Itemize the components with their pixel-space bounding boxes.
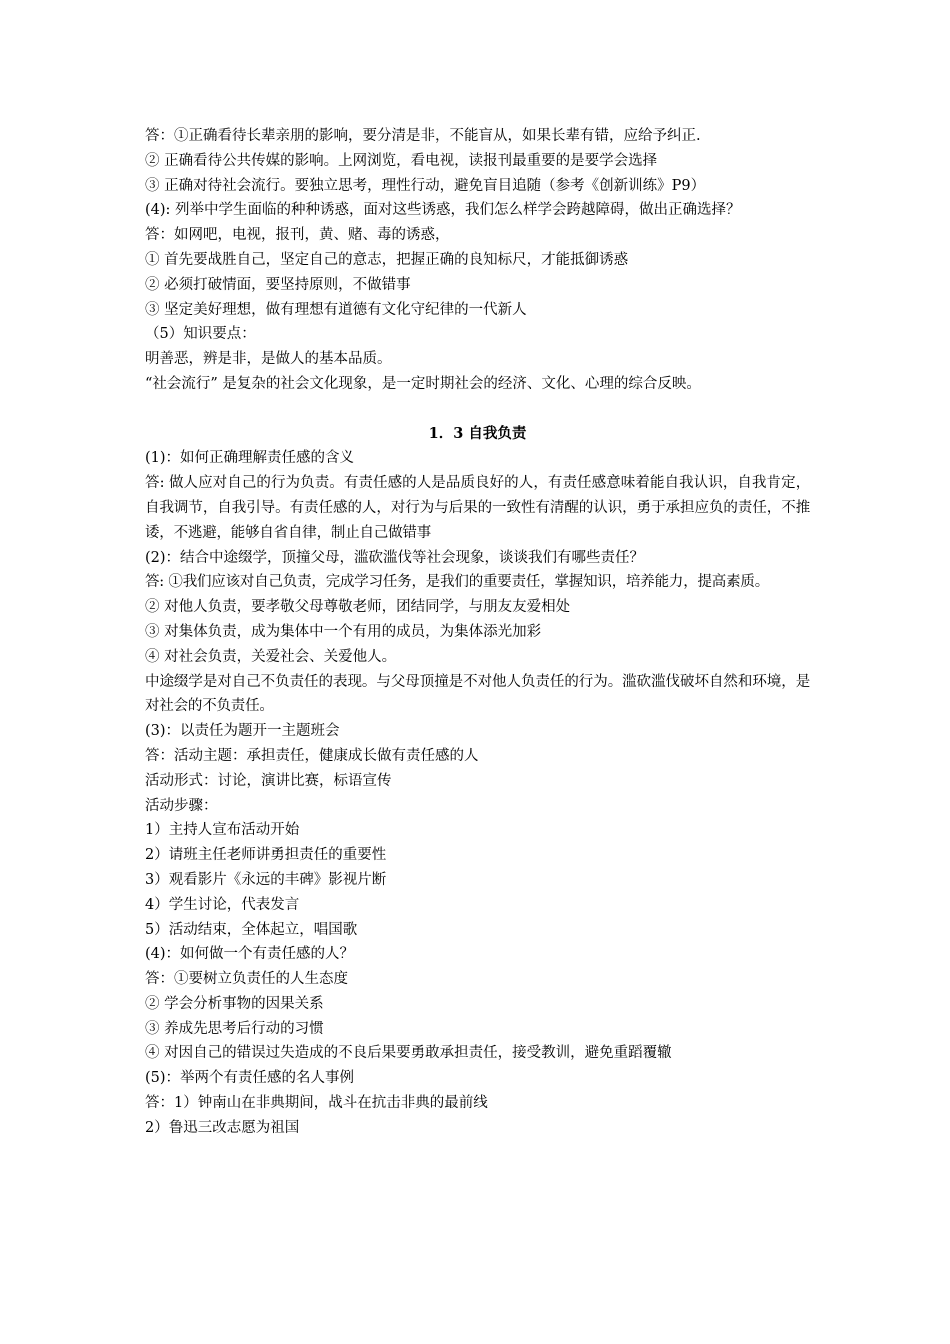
text-line: ③ 坚定美好理想，做有理想有道德有文化守纪律的一代新人 [145,301,527,318]
section-heading: 1．3 自我负责 [428,424,527,442]
text-line: 明善恶，辨是非，是做人的基本品质。 [145,351,392,368]
answer-paragraph: 中途缀学是对自己不负责任的表现。与父母顶撞是不对他人负责任的行为。滥砍滥伐破坏自然和环境，是对社会的不负责任。 [145,673,810,715]
text-line: 答：①要树立负责任的人生态度 [145,971,348,988]
text-line: (4)：如何做一个有责任感的人？ [145,946,355,963]
text-line: 答：1）钟南山在非典期间，战斗在抗击非典的最前线 [145,1095,488,1112]
question-line: (2)：结合中途缀学，顶撞父母，滥砍滥伐等社会现象，谈谈我们有哪些责任？ [145,549,645,566]
text-line: ② 必须打破情面，要坚持原则，不做错事 [145,276,411,293]
text-line: ③ 养成先思考后行动的习惯 [145,1020,324,1037]
text-line: （5）知识要点： [145,326,256,343]
text-line: 答：活动主题：承担责任，健康成长做有责任感的人 [145,747,479,764]
text-line: ④ 对社会负责，关爱社会、关爱他人。 [145,648,397,665]
text-line: 4）学生讨论，代表发言 [145,896,300,913]
text-line: 5）活动结束，全体起立，唱国歌 [145,921,358,938]
answer-paragraph: 答: ①我们应该对自己负责，完成学习任务，是我们的重要责任，掌握知识，培养能力，提高素质。 [145,574,769,591]
text-line: ② 对他人负责，要孝敬父母尊敬老师，团结同学，与朋友友爱相处 [145,599,571,616]
answer-paragraph: 答: 做人应对自己的行为负责。有责任感的人是品质良好的人，有责任感意味着能自我认识，自我肯定，自我调节，自我引导。有责任感的人，对行为与后果的一致性有清醒的认识，勇于承担应负的责任，不推诿，不逃避，能够自省自律，制止自己做错事 [145,475,810,541]
text-line: 活动形式：讨论，演讲比赛，标语宣传 [145,772,392,789]
text-line: 2）鲁迅三改志愿为祖国 [145,1119,300,1136]
text-line: 2）请班主任老师讲勇担责任的重要性 [145,847,387,864]
text-line: 答：①正确看待长辈亲朋的影响，要分清是非，不能盲从，如果长辈有错，应给予纠正. [145,128,701,144]
question-line: (1)：如何正确理解责任感的含义 [145,450,355,467]
text-line: (4): 列举中学生面临的种种诱惑，面对这些诱惑，我们怎么样学会跨越障碍，做出正确选择？ [145,202,741,219]
text-line: ③ 正确对待社会流行。要独立思考，理性行动，避免盲目追随（参考《创新训练》P9） [145,177,706,194]
text-line: “社会流行” 是复杂的社会文化现象，是一定时期社会的经济、文化、心理的综合反映。 [145,375,701,392]
document-page [145,124,810,1141]
text-line: ② 正确看待公共传媒的影响。上网浏览，看电视，读报刊最重要的是要学会选择 [145,152,658,169]
text-line: 1）主持人宣布活动开始 [145,822,300,839]
text-line: (3)：以责任为题开一主题班会 [145,723,340,740]
text-line: 活动步骤： [145,797,218,814]
text-line: ③ 对集体负责，成为集体中一个有用的成员，为集体添光加彩 [145,623,542,640]
text-line: ① 首先要战胜自己，坚定自己的意志，把握正确的良知标尺，才能抵御诱惑 [145,251,629,268]
text-line: ② 学会分析事物的因果关系 [145,995,324,1012]
text-line: 答：如网吧，电视，报刊，黄、赌、毒的诱惑， [145,227,450,244]
text-line: (5)：举两个有责任感的名人事例 [145,1070,355,1087]
text-line: 3）观看影片《永远的丰碑》影视片断 [145,871,387,888]
text-line: ④ 对因自己的错误过失造成的不良后果要勇敢承担责任，接受教训，避免重蹈覆辙 [145,1045,672,1062]
